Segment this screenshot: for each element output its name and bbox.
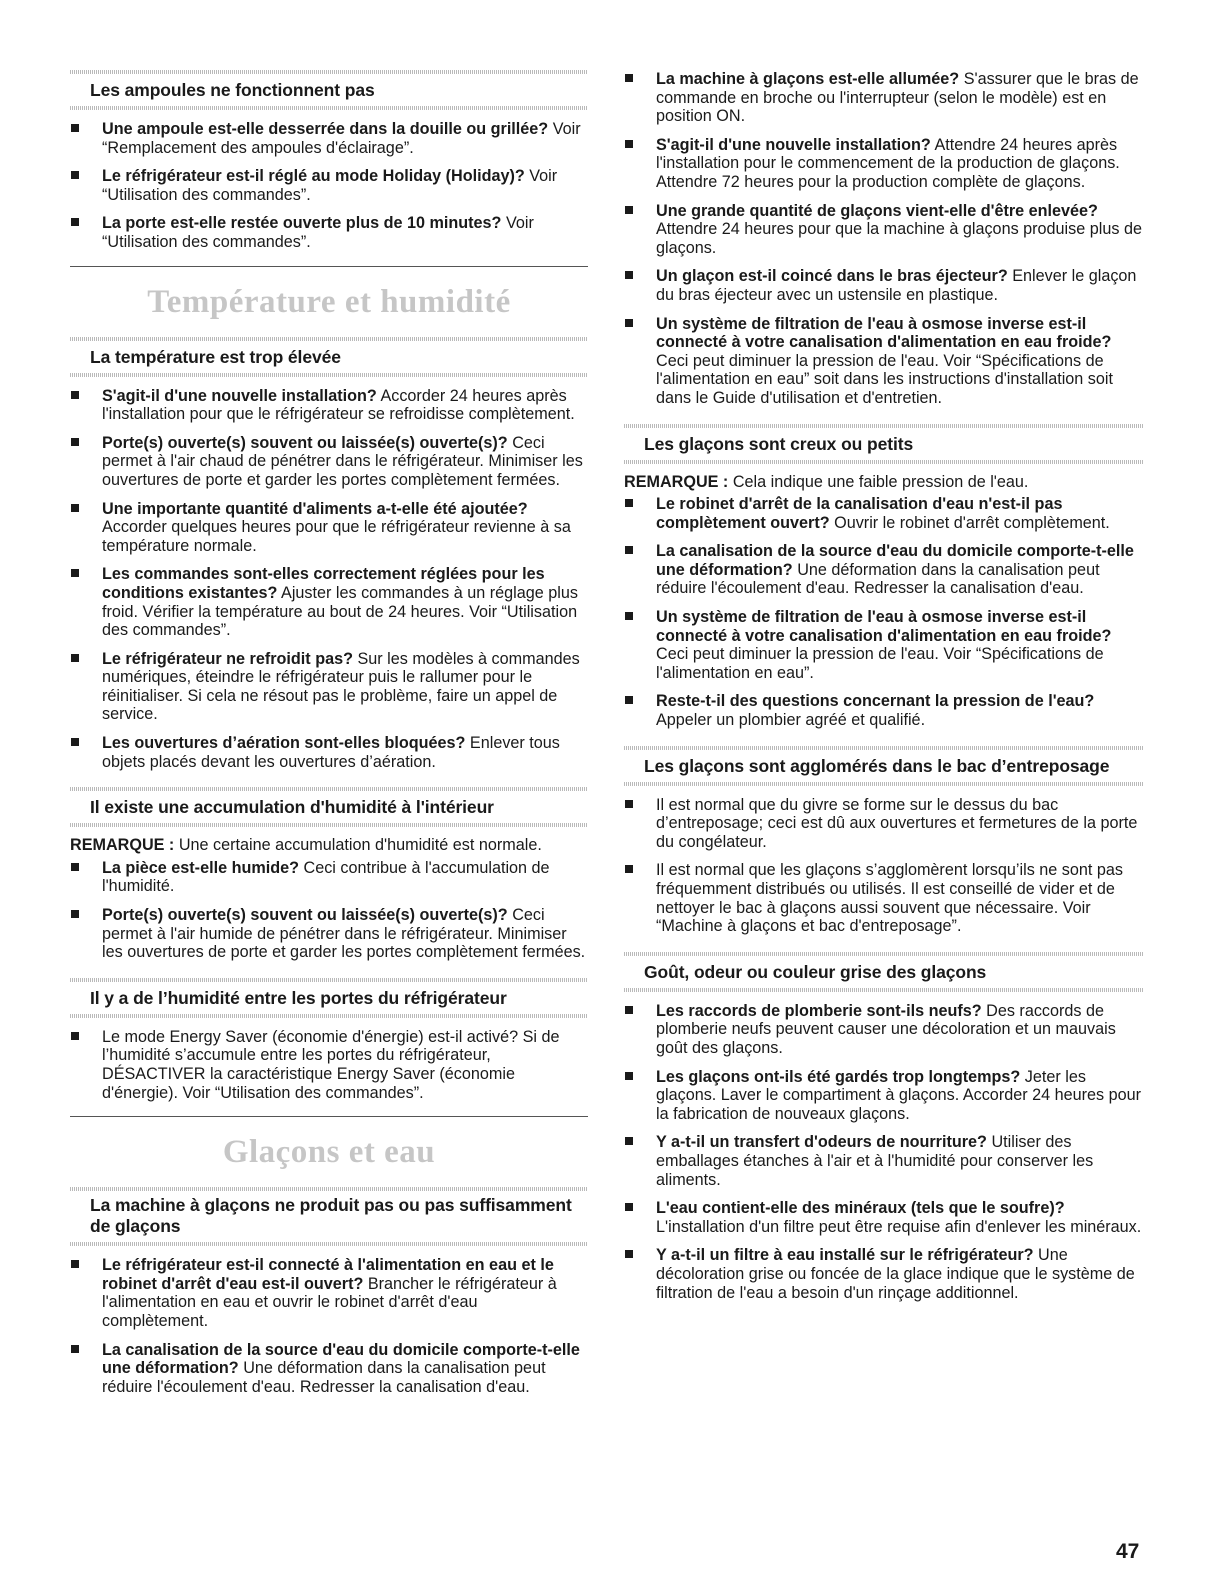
item-question: La pièce est-elle humide? — [102, 858, 300, 877]
list-item — [624, 608, 1144, 682]
section-creux — [624, 424, 1144, 730]
list-item — [624, 542, 1144, 598]
chapter-title: Glaçons et eau — [222, 1134, 436, 1171]
list-item — [624, 315, 1144, 408]
left-column — [70, 70, 588, 1406]
square-bullet-icon — [71, 124, 79, 132]
item-answer: Une déformation dans la canalisation peut réduire l'écoulement d'eau. Redresser la canalisation d'eau. — [656, 560, 1100, 598]
section-header — [70, 337, 588, 377]
section-header — [624, 746, 1144, 786]
square-bullet-icon — [625, 1250, 633, 1258]
square-bullet-icon — [71, 1345, 79, 1353]
list-item — [624, 1068, 1144, 1124]
section-humidite-portes — [70, 978, 588, 1102]
item-question: S'agit-il d'une nouvelle installation? — [656, 135, 931, 154]
square-bullet-icon — [71, 438, 79, 446]
hatch-rule — [70, 106, 588, 110]
list-item — [70, 214, 588, 251]
section-agglomeres — [624, 746, 1144, 936]
item-question: Reste-t-il des questions concernant la pression de l'eau? — [656, 692, 1095, 711]
item-answer: Ajuster les commandes à un réglage plus froid. Vérifier la température au bout de 24 heures. Voir “Utilisation des commandes”. — [102, 583, 578, 640]
item-question: Y a-t-il un transfert d'odeurs de nourriture? — [656, 1133, 987, 1152]
section-title: Il y a de l’humidité entre les portes du réfrigérateur — [90, 987, 507, 1008]
item-answer: Le mode Energy Saver (économie d'énergie) est-il activé? Si de l’humidité s’accumule entre les portes du réfrigérateur, DÉSACTIVER la caractéristique Energy Saver (économie d'énergie). Voir “Utilisation des commandes”. — [102, 1027, 560, 1102]
item-answer: Ceci permet à l'air humide de pénétrer dans le réfrigérateur. Minimiser les ouvertures de porte et garder les portes complètement fermées. — [102, 906, 586, 962]
square-bullet-icon — [625, 800, 633, 808]
list-item — [624, 495, 1144, 532]
right-column — [624, 70, 1144, 1312]
item-list — [624, 70, 1144, 408]
list-item — [624, 796, 1144, 852]
square-bullet-icon — [625, 319, 633, 327]
section-title: Les glaçons sont agglomérés dans le bac d’entreposage — [644, 755, 1110, 776]
item-question: Un système de filtration de l'eau à osmose inverse est-il connecté à votre canalisation d'alimentation en eau froide? — [656, 314, 1112, 352]
item-answer: Voir “Remplacement des ampoules d'éclairage”. — [102, 120, 581, 157]
item-answer: Ceci permet à l'air chaud de pénétrer dans le réfrigérateur. Minimiser les ouvertures de porte et garder les portes complètement fermées. — [102, 433, 583, 489]
list-item — [70, 734, 588, 771]
section-title: Goût, odeur ou couleur grise des glaçons — [644, 961, 987, 982]
item-list — [70, 859, 588, 962]
item-answer: Une déformation dans la canalisation peut réduire l'écoulement d'eau. Redresser la canalisation d'eau. — [102, 1359, 546, 1396]
square-bullet-icon — [71, 218, 79, 226]
square-bullet-icon — [71, 1032, 79, 1040]
section-machine-suite — [624, 70, 1144, 408]
section-header — [70, 787, 588, 827]
item-question: La canalisation de la source d'eau du domicile comporte-t-elle une déformation? — [102, 1340, 580, 1378]
remarque-note — [624, 473, 1144, 492]
list-item — [70, 1028, 588, 1102]
square-bullet-icon — [625, 206, 633, 214]
list-item — [70, 434, 588, 490]
list-item — [624, 1246, 1144, 1302]
square-bullet-icon — [71, 654, 79, 662]
item-question: La canalisation de la source d'eau du domicile comporte-t-elle une déformation? — [656, 542, 1134, 579]
item-list — [624, 796, 1144, 936]
list-item — [70, 167, 588, 204]
item-answer: Ceci contribue à l'accumulation de l'humidité. — [102, 858, 550, 896]
section-gout — [624, 952, 1144, 1302]
list-item — [70, 1256, 588, 1330]
list-item — [624, 1199, 1144, 1236]
chapter-title: Température et humidité — [147, 283, 511, 320]
item-answer: Enlever le glaçon du bras éjecteur avec un ustensile en plastique. — [656, 267, 1137, 304]
square-bullet-icon — [71, 391, 79, 399]
section-header — [624, 424, 1144, 464]
page-number: 47 — [1116, 1540, 1140, 1563]
square-bullet-icon — [71, 863, 79, 871]
section-header — [70, 1187, 588, 1246]
chapter-glacons-eau — [70, 1116, 588, 1171]
square-bullet-icon — [625, 546, 633, 554]
list-item — [70, 1341, 588, 1397]
hatch-rule — [70, 823, 588, 827]
section-header — [70, 70, 588, 110]
item-answer: S'assurer que le bras de commande en broche ou l'interrupteur (selon le modèle) est en position ON. — [656, 70, 1139, 126]
item-answer: Voir “Utilisation des commandes”. — [102, 214, 534, 251]
square-bullet-icon — [625, 271, 633, 279]
note-label: REMARQUE : — [70, 836, 175, 855]
item-answer: Ouvrir le robinet d'arrêt complètement. — [834, 513, 1110, 532]
list-item — [70, 500, 588, 556]
list-item — [70, 859, 588, 896]
square-bullet-icon — [71, 569, 79, 577]
item-list — [70, 1256, 588, 1396]
item-question: L'eau contient-elle des minéraux (tels que le soufre)? — [656, 1199, 1065, 1218]
item-answer: Voir “Utilisation des commandes”. — [102, 167, 558, 204]
item-question: Les ouvertures d’aération sont-elles bloquées? — [102, 734, 466, 753]
item-answer: Il est normal que les glaçons s’agglomèrent lorsqu’ils ne sont pas fréquemment distribués ou utilisés. Il est conseillé de vider et de nettoyer le bac à glaçons aussi souvent que nécessaire. Voir “Machine à glaçons et bac d'entreposage”. — [656, 861, 1123, 936]
section-title: Les ampoules ne fonctionnent pas — [90, 80, 375, 100]
item-answer: Brancher le réfrigérateur à l'alimentation en eau et ouvrir le robinet d'arrêt d'eau complètement. — [102, 1274, 557, 1330]
list-item — [624, 692, 1144, 729]
item-answer: Sur les modèles à commandes numériques, éteindre le réfrigérateur puis le rallumer pour le réinitialiser. Si cela ne résout pas le problème, faire un appel de service. — [102, 649, 580, 724]
item-answer: L'installation d'un filtre peut être requise afin d'enlever les minéraux. — [656, 1217, 1142, 1236]
square-bullet-icon — [71, 171, 79, 179]
list-item — [70, 120, 588, 157]
list-item — [624, 861, 1144, 935]
item-question: Porte(s) ouverte(s) souvent ou laissée(s) ouverte(s)? — [102, 906, 508, 925]
square-bullet-icon — [625, 499, 633, 507]
hatch-rule — [70, 1242, 588, 1246]
item-question: Le réfrigérateur est-il réglé au mode Holiday (Holiday)? — [102, 167, 525, 186]
section-machine — [70, 1187, 588, 1396]
square-bullet-icon — [71, 910, 79, 918]
note-text: Cela indique une faible pression de l'eau. — [732, 472, 1029, 491]
hatch-rule — [624, 782, 1144, 786]
item-question: Les commandes sont-elles correctement réglées pour les conditions existantes? — [102, 565, 545, 602]
square-bullet-icon — [625, 696, 633, 704]
list-item — [624, 267, 1144, 304]
square-bullet-icon — [71, 1260, 79, 1268]
section-humidite-interieur — [70, 787, 588, 962]
chapter-temperature-humidite — [70, 266, 588, 321]
hatch-rule — [624, 988, 1144, 992]
item-answer: Attendre 24 heures pour que la machine à glaçons produise plus de glaçons. — [656, 220, 1142, 257]
item-question: Le robinet d'arrêt de la canalisation d'eau n'est-il pas complètement ouvert? — [656, 495, 1063, 532]
square-bullet-icon — [625, 1203, 633, 1211]
section-title: Les glaçons sont creux ou petits — [644, 433, 914, 454]
square-bullet-icon — [625, 1137, 633, 1145]
item-answer: Ceci peut diminuer la pression de l'eau. Voir “Spécifications de l'alimentation en eau” soit dans les instructions d'installation soit dans le Guide d'utilisation et d'entretien. — [656, 351, 1113, 407]
section-temperature — [70, 337, 588, 772]
item-list — [70, 120, 588, 252]
section-ampoules — [70, 70, 588, 252]
hatch-rule — [70, 1014, 588, 1018]
square-bullet-icon — [71, 738, 79, 746]
square-bullet-icon — [625, 1072, 633, 1080]
item-list — [70, 1028, 588, 1102]
item-question: S'agit-il d'une nouvelle installation? — [102, 386, 377, 405]
item-list — [70, 387, 588, 772]
item-answer: Il est normal que du givre se forme sur le dessus du bac d’entreposage; ceci est dû aux ouvertures et fermetures de la porte du congélateur. — [656, 795, 1138, 851]
note-label: REMARQUE : — [624, 472, 729, 491]
item-question: Y a-t-il un filtre à eau installé sur le réfrigérateur? — [656, 1246, 1034, 1265]
item-question: Le réfrigérateur est-il connecté à l'alimentation en eau et le robinet d'arrêt d'eau est-il ouvert? — [102, 1256, 554, 1293]
item-question: Le réfrigérateur ne refroidit pas? — [102, 649, 353, 668]
item-question: Une ampoule est-elle desserrée dans la douille ou grillée? — [102, 120, 549, 138]
hatch-rule — [70, 373, 588, 377]
item-answer: Jeter les glaçons. Laver le compartiment à glaçons. Accorder 24 heures pour la fabrication de nouveaux glaçons. — [656, 1067, 1141, 1123]
list-item — [624, 1002, 1144, 1058]
item-question: La machine à glaçons est-elle allumée? — [656, 70, 960, 88]
item-answer: Attendre 24 heures après l'installation pour le commencement de la production de glaçons. Attendre 72 heures pour la production complète de glaçons. — [656, 135, 1120, 191]
list-item — [70, 565, 588, 639]
square-bullet-icon — [625, 140, 633, 148]
section-title: La machine à glaçons ne produit pas ou pas suffisamment de glaçons — [90, 1195, 572, 1237]
square-bullet-icon — [625, 865, 633, 873]
item-list — [624, 1002, 1144, 1302]
item-answer: Appeler un plombier agréé et qualifié. — [656, 711, 926, 730]
item-list — [624, 495, 1144, 730]
item-question: La porte est-elle restée ouverte plus de 10 minutes? — [102, 214, 502, 233]
item-answer: Ceci peut diminuer la pression de l'eau. Voir “Spécifications de l'alimentation en eau”. — [656, 645, 1104, 682]
square-bullet-icon — [625, 1006, 633, 1014]
item-question: Une importante quantité d'aliments a-t-elle été ajoutée? — [102, 499, 528, 518]
square-bullet-icon — [625, 74, 633, 82]
list-item — [70, 650, 588, 724]
section-header — [624, 952, 1144, 992]
item-question: Les raccords de plomberie sont-ils neufs? — [656, 1001, 982, 1020]
list-item — [70, 387, 588, 424]
hatch-rule — [624, 460, 1144, 464]
section-title: La température est trop élevée — [90, 346, 341, 367]
remarque-note — [70, 836, 588, 855]
section-title: Il existe une accumulation d'humidité à l'intérieur — [90, 797, 494, 818]
note-text: Une certaine accumulation d'humidité est normale. — [178, 836, 542, 855]
square-bullet-icon — [71, 504, 79, 512]
item-answer: Accorder quelques heures pour que le réfrigérateur revienne à sa température normale. — [102, 518, 571, 555]
square-bullet-icon — [625, 612, 633, 620]
item-answer: Accorder 24 heures après l'installation pour que le réfrigérateur se refroidisse complètement. — [102, 386, 575, 424]
item-question: Une grande quantité de glaçons vient-elle d'être enlevée? — [656, 201, 1098, 220]
list-item — [70, 906, 588, 962]
list-item — [624, 70, 1144, 126]
item-question: Porte(s) ouverte(s) souvent ou laissée(s) ouverte(s)? — [102, 433, 508, 452]
list-item — [624, 136, 1144, 192]
list-item — [624, 202, 1144, 258]
item-question: Un système de filtration de l'eau à osmose inverse est-il connecté à votre canalisation d'alimentation en eau froide? — [656, 608, 1112, 645]
list-item — [624, 1133, 1144, 1189]
item-question: Un glaçon est-il coincé dans le bras éjecteur? — [656, 267, 1008, 286]
item-answer: Une décoloration grise ou foncée de la glace indique que le système de filtration de l'eau a besoin d'un rinçage additionnel. — [656, 1246, 1135, 1302]
item-answer: Enlever tous objets placés devant les ouvertures d’aération. — [102, 734, 560, 771]
item-answer: Des raccords de plomberie neufs peuvent causer une décoloration et un mauvais goût des glaçons. — [656, 1001, 1116, 1057]
section-header — [70, 978, 588, 1018]
item-question: Les glaçons ont-ils été gardés trop longtemps? — [656, 1067, 1021, 1086]
item-answer: Utiliser des emballages étanches à l'air et à l'humidité pour conserver les aliments. — [656, 1133, 1094, 1189]
